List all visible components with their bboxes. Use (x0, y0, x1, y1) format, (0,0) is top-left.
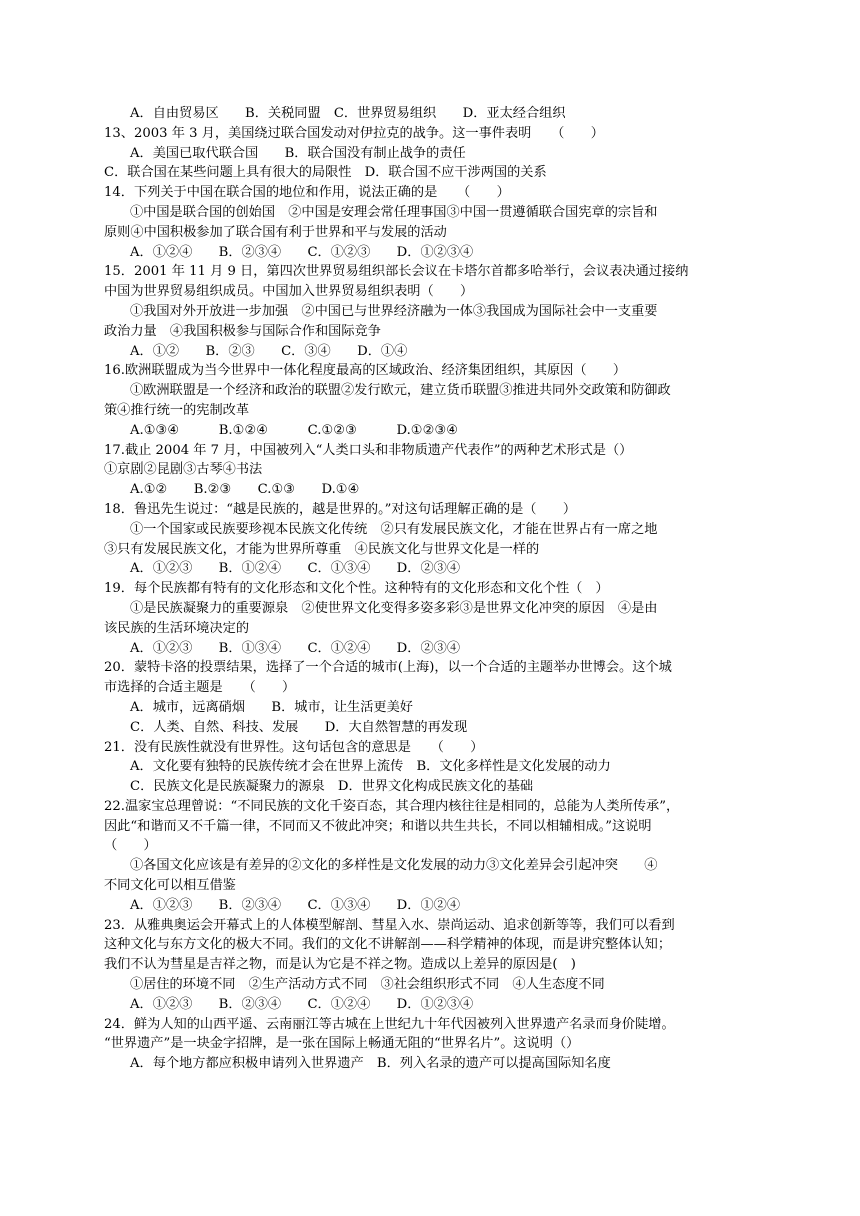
text-line: 政治力量 ④我国积极参与国际合作和国际竞争 (104, 323, 381, 339)
text-line: 22.温家宝总理曾说：“不同民族的文化千姿百态，其合理内核往往是相同的，总能为人类所传承”， (104, 798, 680, 814)
text-line: A．①② B．②③ C．③④ D．①④ (130, 343, 408, 359)
question-block (104, 738, 754, 797)
text-line: A．每个地方都应积极申请列入世界遗产 B．列入名录的遗产可以提高国际知名度 (130, 1056, 611, 1072)
text-line: A．文化要有独特的民族传统才会在世界上流传 B．文化多样性是文化发展的动力 (130, 759, 611, 775)
question-block (104, 500, 754, 579)
question-block (104, 441, 754, 500)
text-line: 17.截止 2004 年 7 月，中国被列入“人类口头和非物质遗产代表作”的两种艺术形式是（） (104, 442, 633, 458)
question-block (104, 1015, 754, 1074)
text-line: 16.欧洲联盟成为当今世界中一体化程度最高的区域政治、经济集团组织，其原因（ ） (104, 363, 627, 379)
question-block (104, 124, 754, 183)
text-line: A．①②③ B．①②④ C．①③④ D．②③④ (130, 561, 461, 577)
text-line: 市选择的合适主题是 （ ） (104, 680, 296, 696)
text-line: 因此“和谐而又不千篇一律，不同而又不彼此冲突；和谐以共生共长，不同以相辅相成。”这说明 (104, 818, 652, 834)
text-line: 不同文化可以相互借鉴 (104, 878, 236, 894)
text-line: 14．下列关于中国在联合国的地位和作用，说法正确的是 （ ） (104, 185, 510, 201)
text-line: 23．从雅典奥运会开幕式上的人体模型解剖、彗星入水、崇尚运动、追求创新等等，我们可以看到 (104, 917, 675, 933)
text-line: 原则④中国积极参加了联合国有利于世界和平与发展的活动 (104, 224, 447, 240)
text-line: “世界遗产”是一块金字招牌，是一张在国际上畅通无阻的“世界名片”。这说明（） (104, 1036, 580, 1052)
text-line: A．自由贸易区 B．关税同盟 C．世界贸易组织 D．亚太经合组织 (130, 106, 566, 121)
text-line: C．民族文化是民族凝聚力的源泉 D．世界文化构成民族文化的基础 (130, 779, 534, 795)
text-line: A．①②③ B．②③④ C．①③④ D．①②④ (130, 897, 461, 913)
text-line: 这种文化与东方文化的极大不同。我们的文化不讲解剖——科学精神的体现，而是讲究整体认知； (104, 937, 672, 953)
text-line: 18．鲁迅先生说过：“越是民族的，越是世界的。”对这句话理解正确的是（ ） (104, 501, 577, 517)
text-line: （ ） (104, 838, 157, 854)
text-line: 该民族的生活环境决定的 (104, 620, 250, 636)
question-block (104, 104, 754, 124)
text-line: 20．蒙特卡洛的投票结果，选择了一个合适的城市(上海)，以一个合适的主题举办世博会。这个城 (104, 660, 672, 676)
question-block (104, 183, 754, 262)
text-line: ①我国对外开放进一步加强 ②中国已与世界经济融为一体③我国成为国际社会中一支重要 (130, 303, 658, 319)
text-line: ①居住的环境不同 ②生产活动方式不同 ③社会组织形式不同 ④人生态度不同 (130, 977, 605, 993)
text-line: C．人类、自然、科技、发展 D．大自然智慧的再发现 (130, 719, 468, 735)
text-line: A.①② B.②③ C.①③ D.①④ (130, 482, 360, 498)
text-line: A．美国已取代联合国 B．联合国没有制止战争的责任 (130, 145, 466, 161)
text-line: ①欧洲联盟是一个经济和政治的联盟②发行欧元，建立货币联盟③推进共同外交政策和防御政 (130, 383, 671, 399)
question-block (104, 579, 754, 658)
question-block (104, 658, 754, 737)
text-line: A．①②③ B．②③④ C．①②④ D．①②③④ (130, 996, 474, 1012)
text-line: 策④推行统一的宪制改革 (104, 402, 250, 418)
text-line: A．城市，远离硝烟 B．城市，让生活更美好 (130, 699, 413, 715)
question-block (104, 361, 754, 440)
text-line: 21．没有民族性就没有世界性。这句话包含的意思是 （ ） (104, 739, 484, 755)
text-line: A．①②③ B．①③④ C．①②④ D．②③④ (130, 640, 461, 656)
question-block (104, 797, 754, 916)
text-line: ①是民族凝聚力的重要源泉 ②使世界文化变得多姿多彩③是世界文化冲突的原因 ④是由 (130, 600, 658, 616)
text-line: 13、2003 年 3 月，美国绕过联合国发动对伊拉克的战争。这一事件表明 （ ） (104, 125, 604, 141)
question-list (104, 104, 754, 1074)
question-block (104, 916, 754, 1015)
text-line: 15．2001 年 11 月 9 日，第四次世界贸易组织部长会议在卡塔尔首都多哈举行，会议表决通过接纳 (104, 264, 689, 280)
text-line: 24．鲜为人知的山西平遥、云南丽江等古城在上世纪九十年代因被列入世界遗产名录而身价陡增。 (104, 1016, 675, 1032)
text-line: A.①③④ B.①②④ C.①②③ D.①②③④ (130, 422, 459, 438)
question-block (104, 262, 754, 361)
text-line: C．联合国在某些问题上具有很大的局限性 D．联合国不应干涉两国的关系 (104, 165, 547, 181)
text-line: ③只有发展民族文化，才能为世界所尊重 ④民族文化与世界文化是一样的 (104, 541, 540, 557)
text-line: 中国为世界贸易组织成员。中国加入世界贸易组织表明（ ） (104, 284, 474, 300)
text-line: 我们不认为彗星是吉祥之物，而是认为它是不祥之物。造成以上差异的原因是( ) (104, 957, 576, 973)
text-line: ①各国文化应该是有差异的②文化的多样性是文化发展的动力③文化差异会引起冲突 ④ (130, 858, 658, 874)
text-line: ①一个国家或民族要珍视本民族文化传统 ②只有发展民族文化，才能在世界占有一席之地 (130, 521, 658, 537)
text-line: ①京剧②昆剧③古琴④书法 (104, 462, 263, 478)
text-line: A．①②④ B．②③④ C．①②③ D．①②③④ (130, 244, 474, 260)
text-line: 19．每个民族都有特有的文化形态和文化个性。这种特有的文化形态和文化个性（ ） (104, 581, 609, 597)
text-line: ①中国是联合国的创始国 ②中国是安理会常任理事国③中国一贯遵循联合国宪章的宗旨和 (130, 204, 658, 220)
